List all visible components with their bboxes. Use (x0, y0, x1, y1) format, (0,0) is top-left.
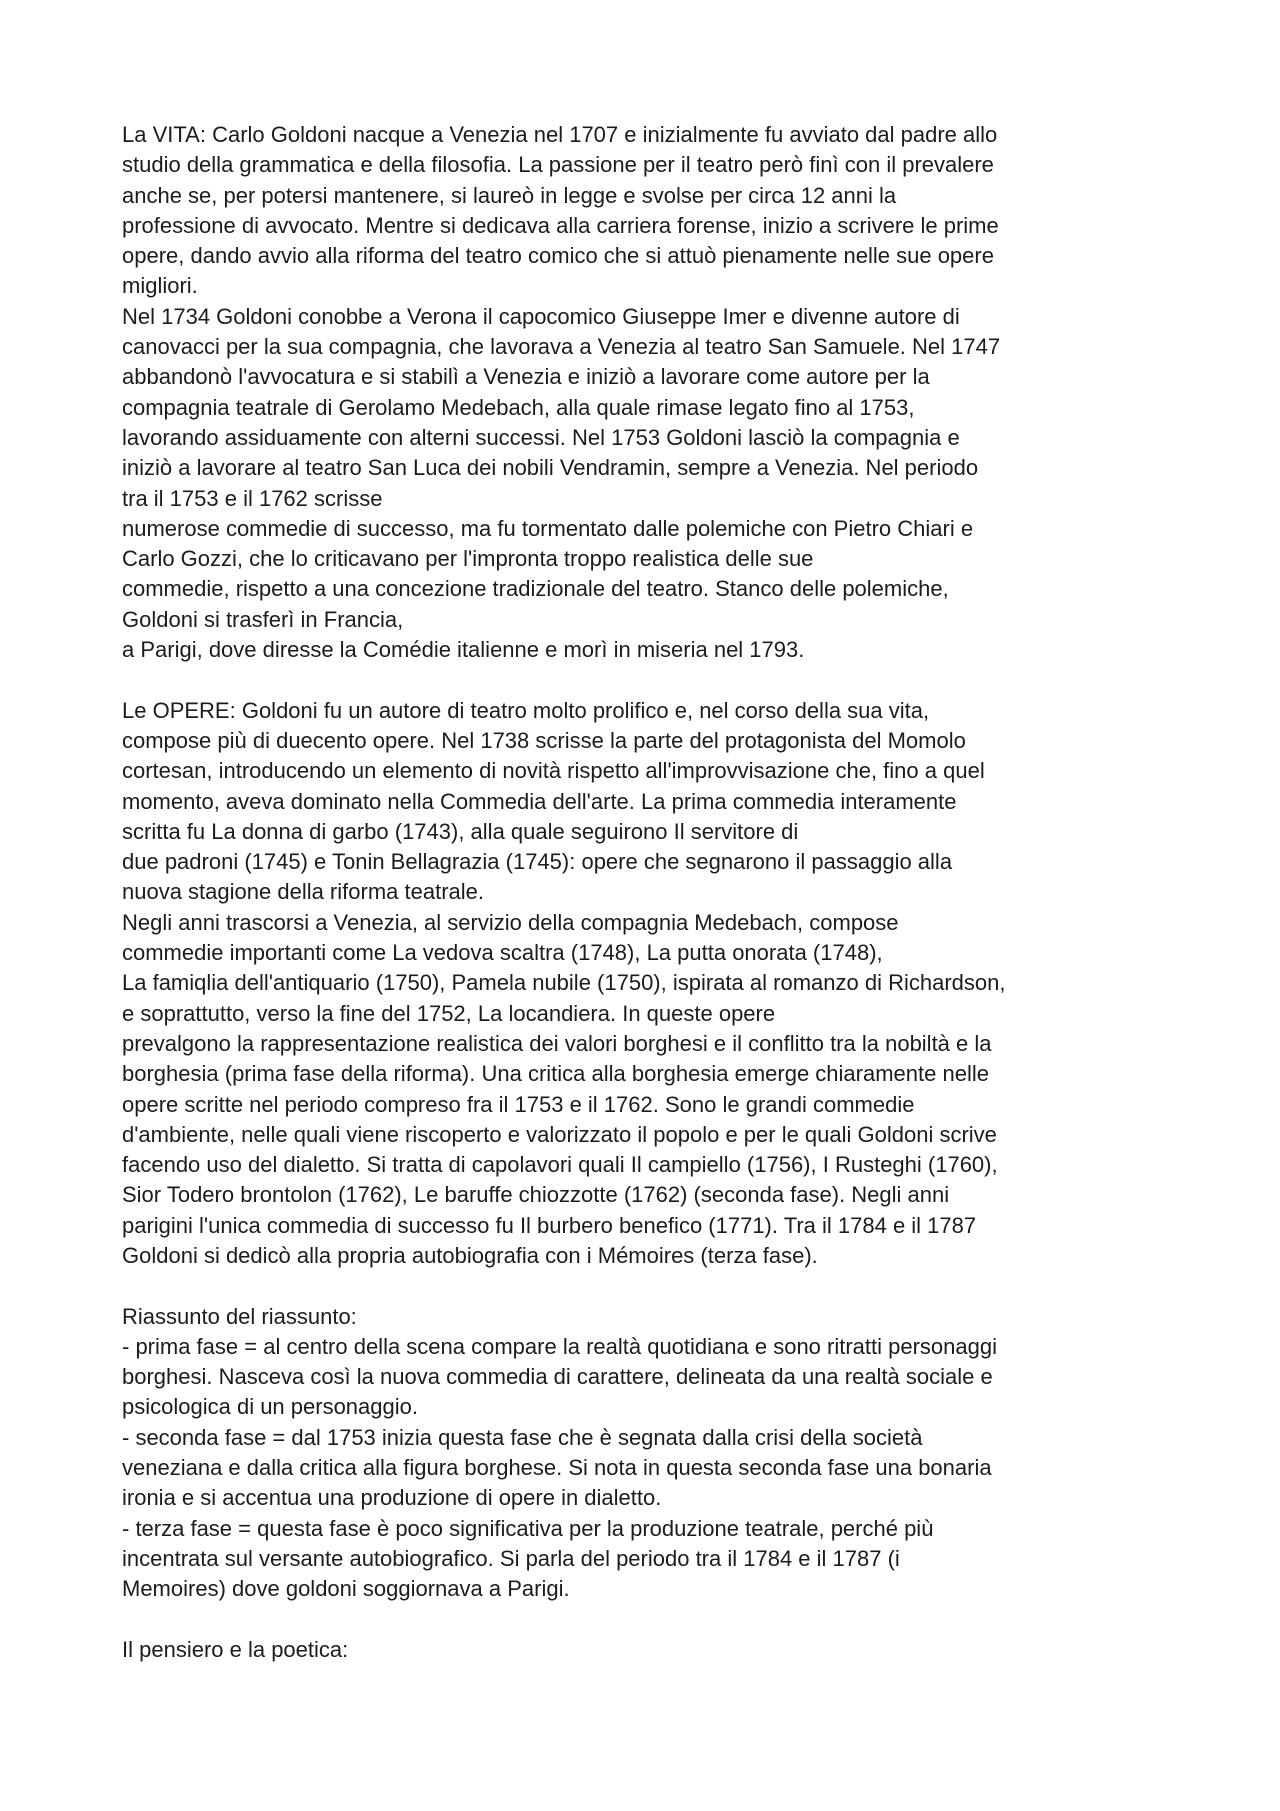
text-line: opere scritte nel periodo compreso fra il 1753 e il 1762. Sono le grandi commedie (122, 1091, 915, 1117)
text-line: numerose commedie di successo, ma fu tormentato dalle polemiche con Pietro Chiari e (122, 515, 974, 541)
text-line: a Parigi, dove diresse la Comédie italienne e morì in miseria nel 1793. (122, 637, 805, 663)
text-line: Le OPERE: Goldoni fu un autore di teatro molto prolifico e, nel corso della sua vita, (122, 697, 930, 723)
section-vita (122, 120, 1222, 665)
text-line: - seconda fase = dal 1753 inizia questa fase che è segnata dalla crisi della società (122, 1424, 923, 1450)
text-line: Riassunto del riassunto: (122, 1303, 357, 1329)
text-line: canovacci per la sua compagnia, che lavorava a Venezia al teatro San Samuele. Nel 1747 (122, 334, 1001, 360)
text-line: ironia e si accentua una produzione di opere in dialetto. (122, 1485, 662, 1511)
section-pensiero (122, 1635, 1222, 1665)
text-line: professione di avvocato. Mentre si dedicava alla carriera forense, inizio a scrivere le prime (122, 212, 999, 238)
text-line: scritta fu La donna di garbo (1743), alla quale seguirono Il servitore di (122, 818, 799, 844)
section-opere (122, 696, 1222, 1272)
text-line: opere, dando avvio alla riforma del teatro comico che si attuò pienamente nelle sue opere (122, 243, 994, 269)
text-line: Negli anni trascorsi a Venezia, al servizio della compagnia Medebach, compose (122, 909, 899, 935)
text-line: compose più di duecento opere. Nel 1738 scrisse la parte del protagonista del Momolo (122, 727, 966, 753)
paragraph-gap (122, 665, 1222, 695)
text-line: cortesan, introducendo un elemento di novità rispetto all'improvvisazione che, fino a quel (122, 758, 985, 784)
text-line: psicologica di un personaggio. (122, 1394, 418, 1420)
text-line: borghesia (prima fase della riforma). Una critica alla borghesia emerge chiaramente nelle (122, 1061, 989, 1087)
text-line: momento, aveva dominato nella Commedia dell'arte. La prima commedia interamente (122, 788, 957, 814)
text-line: e soprattutto, verso la fine del 1752, La locandiera. In queste opere (122, 1000, 776, 1026)
text-line: studio della grammatica e della filosofia. La passione per il teatro però finì con il prevalere (122, 152, 994, 178)
text-line: migliori. (122, 273, 198, 299)
text-line: lavorando assiduamente con alterni successi. Nel 1753 Goldoni lasciò la compagnia e (122, 424, 960, 450)
section-riassunto (122, 1302, 1222, 1605)
text-line: abbandonò l'avvocatura e si stabilì a Venezia e iniziò a lavorare come autore per la (122, 364, 930, 390)
text-line: La famiqlia dell'antiquario (1750), Pamela nubile (1750), ispirata al romanzo di Richardson, (122, 970, 1006, 996)
text-line: nuova stagione della riforma teatrale. (122, 879, 484, 905)
text-line: Nel 1734 Goldoni conobbe a Verona il capocomico Giuseppe Imer e divenne autore di (122, 303, 960, 329)
text-line: due padroni (1745) e Tonin Bellagrazia (1745): opere che segnarono il passaggio alla (122, 849, 953, 875)
text-line: - prima fase = al centro della scena compare la realtà quotidiana e sono ritratti personaggi (122, 1333, 997, 1359)
text-line: Carlo Gozzi, che lo criticavano per l'impronta troppo realistica delle sue (122, 546, 814, 572)
text-line: d'ambiente, nelle quali viene riscoperto e valorizzato il popolo e per le quali Goldoni scrive (122, 1121, 997, 1147)
document-page (122, 120, 1222, 1665)
text-line: - terza fase = questa fase è poco significativa per la produzione teatrale, perché più (122, 1515, 934, 1541)
text-line: tra il 1753 e il 1762 scrisse (122, 485, 383, 511)
text-line: incentrata sul versante autobiografico. Si parla del periodo tra il 1784 e il 1787 (i (122, 1545, 900, 1571)
text-line: iniziò a lavorare al teatro San Luca dei nobili Vendramin, sempre a Venezia. Nel periodo (122, 455, 979, 481)
text-line: Goldoni si trasferì in Francia, (122, 606, 404, 632)
text-line: anche se, per potersi mantenere, si laureò in legge e svolse per circa 12 anni la (122, 182, 897, 208)
text-line: commedie, rispetto a una concezione tradizionale del teatro. Stanco delle polemiche, (122, 576, 949, 602)
text-line: Il pensiero e la poetica: (122, 1636, 349, 1662)
text-line: borghesi. Nasceva così la nuova commedia di carattere, delineata da una realtà sociale e (122, 1364, 993, 1390)
text-line: veneziana e dalla critica alla figura borghese. Si nota in questa seconda fase una bonaria (122, 1455, 992, 1481)
text-line: Goldoni si dedicò alla propria autobiografia con i Mémoires (terza fase). (122, 1242, 818, 1268)
paragraph-gap (122, 1605, 1222, 1635)
text-line: compagnia teatrale di Gerolamo Medebach, alla quale rimase legato fino al 1753, (122, 394, 915, 420)
text-line: prevalgono la rappresentazione realistica dei valori borghesi e il conflitto tra la nobiltà e la (122, 1030, 992, 1056)
text-line: Sior Todero brontolon (1762), Le baruffe chiozzotte (1762) (seconda fase). Negli anni (122, 1182, 950, 1208)
text-line: parigini l'unica commedia di successo fu Il burbero benefico (1771). Tra il 1784 e il 1787 (122, 1212, 977, 1238)
text-line: facendo uso del dialetto. Si tratta di capolavori quali Il campiello (1756), I Rusteghi (1760), (122, 1152, 998, 1178)
text-line: La VITA: Carlo Goldoni nacque a Venezia nel 1707 e inizialmente fu avviato dal padre allo (122, 122, 998, 147)
paragraph-gap (122, 1271, 1222, 1301)
text-line: Memoires) dove goldoni soggiornava a Parigi. (122, 1576, 570, 1602)
text-line: commedie importanti come La vedova scaltra (1748), La putta onorata (1748), (122, 940, 883, 966)
